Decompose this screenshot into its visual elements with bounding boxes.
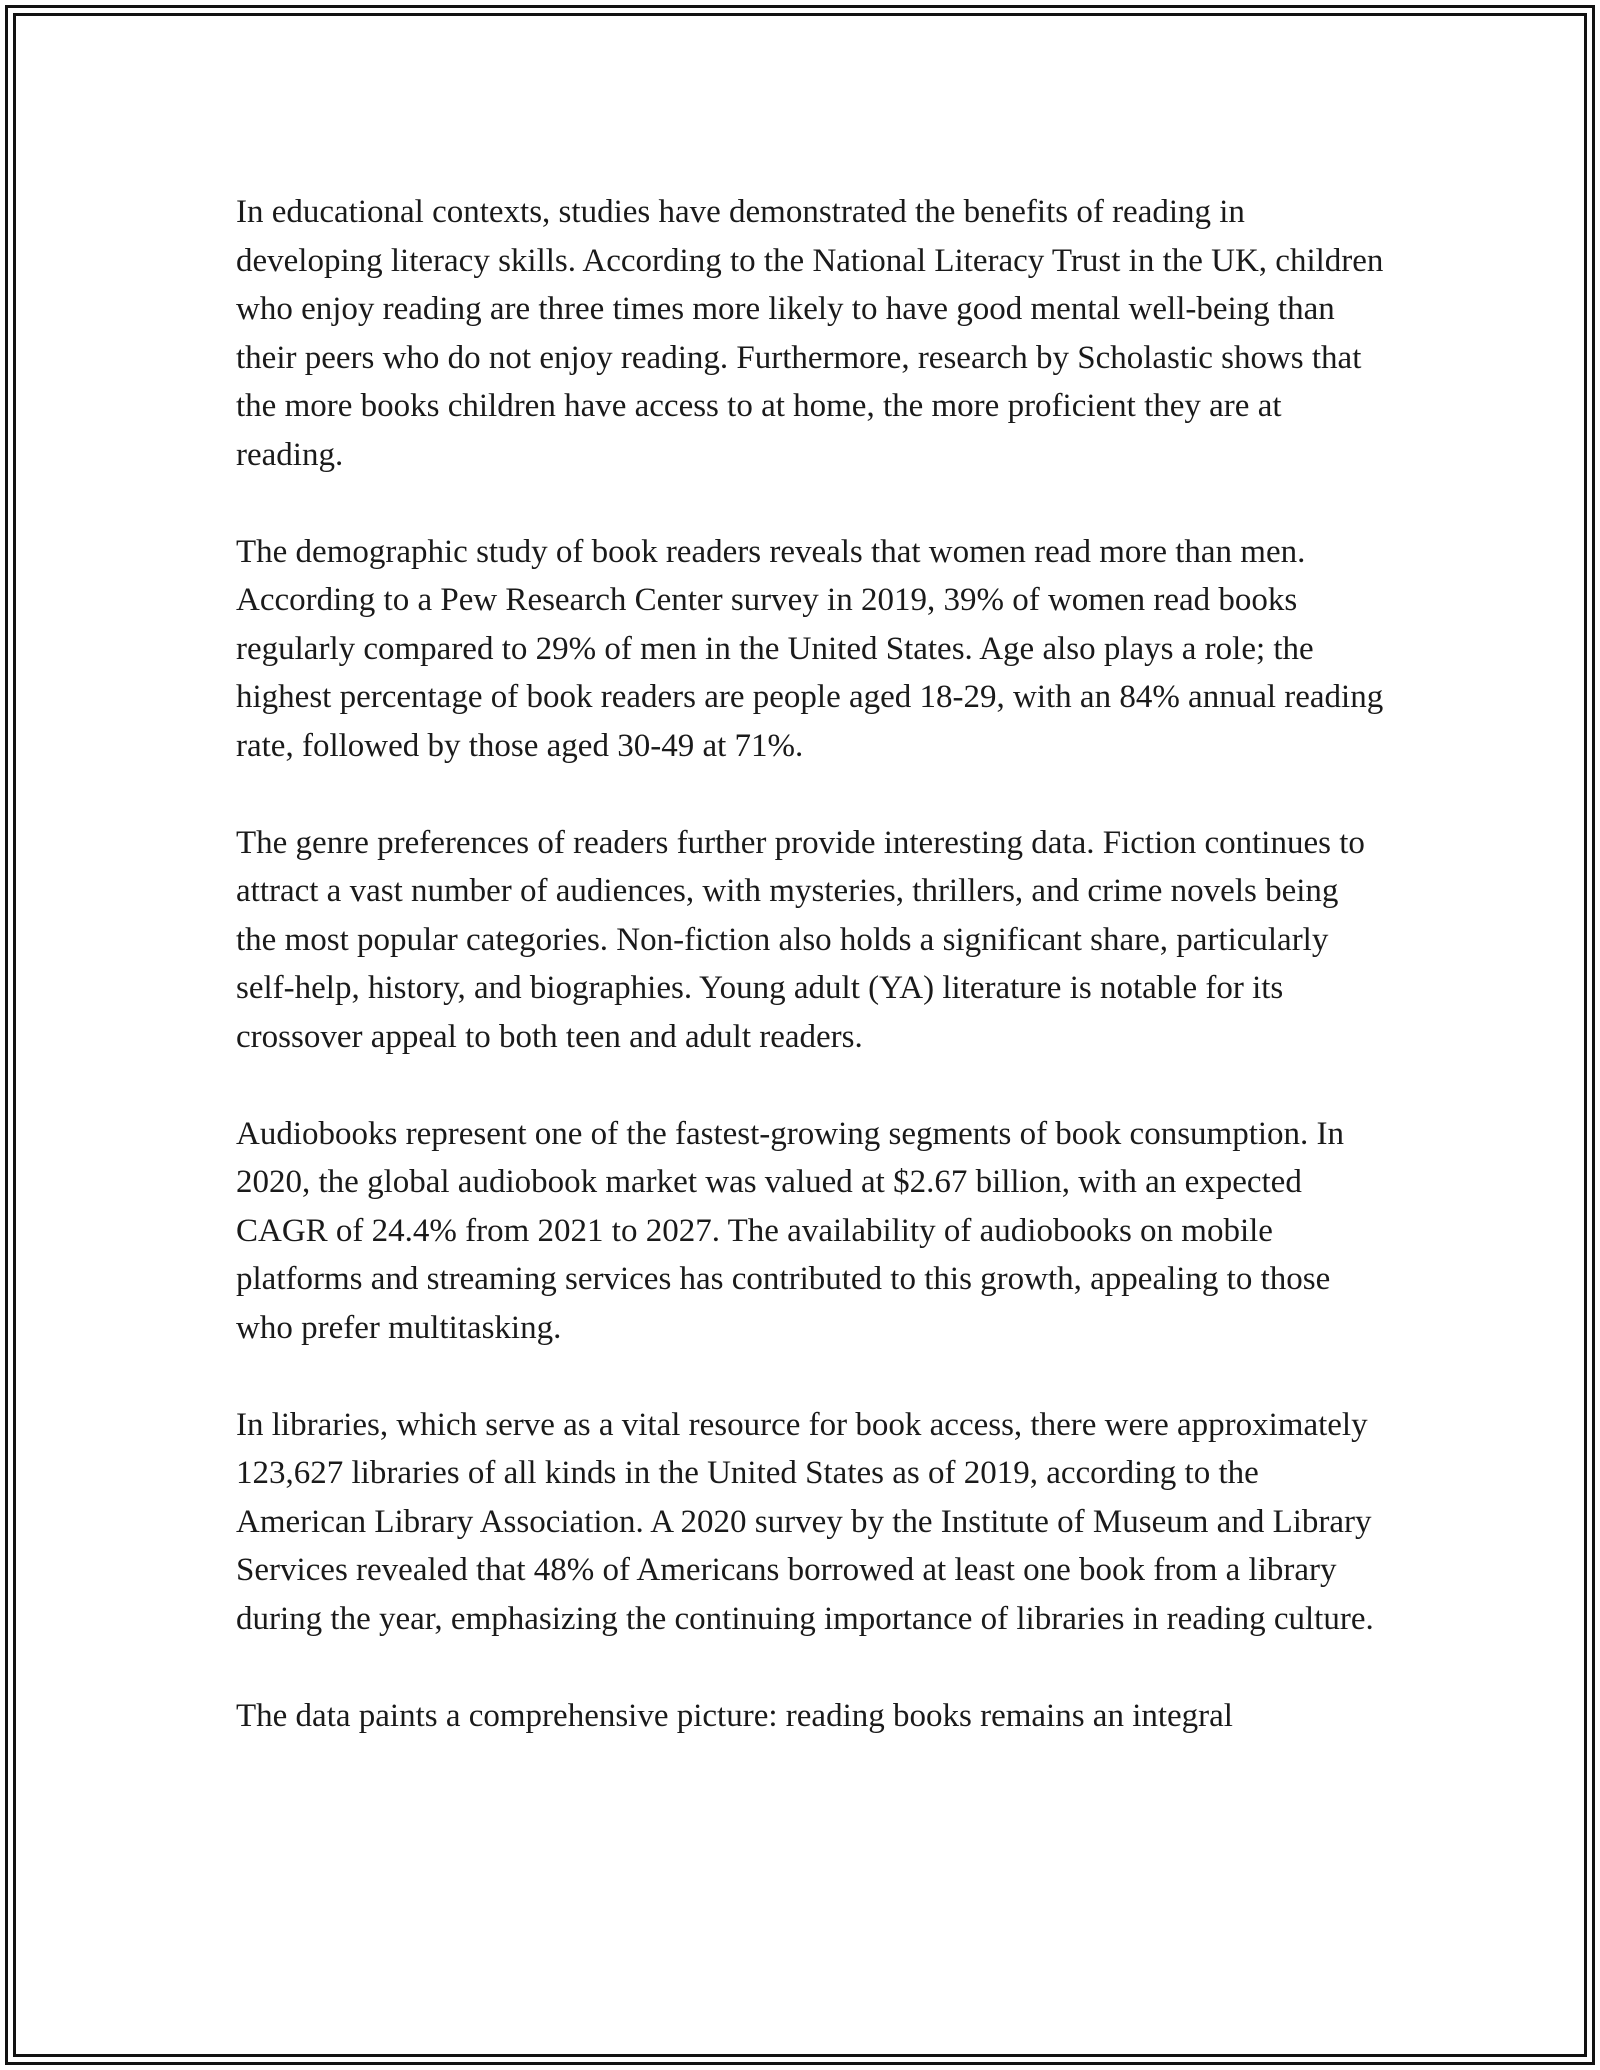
document-body: [236, 188, 1386, 1740]
paragraph-genres: The genre preferences of readers further provide interesting data. Fiction continues to attract a vast number of audiences, with mysteries, thrillers, and crime novels being the most popular categories. Non-fiction also holds a significant share, particularly self-help, history, and biographies. Young adult (YA) literature is notable for its crossover appeal to both teen and adult readers.: [236, 824, 1365, 1055]
paragraph-literacy: In educational contexts, studies have demonstrated the benefits of reading in developing literacy skills. According to the National Literacy Trust in the UK, children who enjoy reading are three times more likely to have good mental well-being than their peers who do not enjoy reading. Furthermore, research by Scholastic shows that the more books children have access to at home, the more proficient they are at reading.: [236, 194, 1384, 473]
paragraph-demographics: The demographic study of book readers reveals that women read more than men. According to a Pew Research Center survey in 2019, 39% of women read books regularly compared to 29% of men in the United States. Age also plays a role; the highest percentage of book readers are people aged 18-29, with an 84% annual reading rate, followed by those aged 30-49 at 71%.: [236, 533, 1384, 764]
paragraph-audiobooks: Audiobooks represent one of the fastest-growing segments of book consumption. In 2020, the global audiobook market was valued at $2.67 billion, with an expected CAGR of 24.4% from 2021 to 2027. The availability of audiobooks on mobile platforms and streaming services has contributed to this growth, appealing to those who prefer multitasking.: [236, 1115, 1345, 1346]
paragraph-libraries: In libraries, which serve as a vital resource for book access, there were approximately 123,627 libraries of all kinds in the United States as of 2019, according to the American Library Association. A 2020 survey by the Institute of Museum and Library Services revealed that 48% of Americans borrowed at least one book from a library during the year, emphasizing the continuing importance of libraries in reading culture.: [236, 1406, 1374, 1637]
paragraph-conclusion: The data paints a comprehensive picture: reading books remains an integral: [236, 1697, 1233, 1734]
